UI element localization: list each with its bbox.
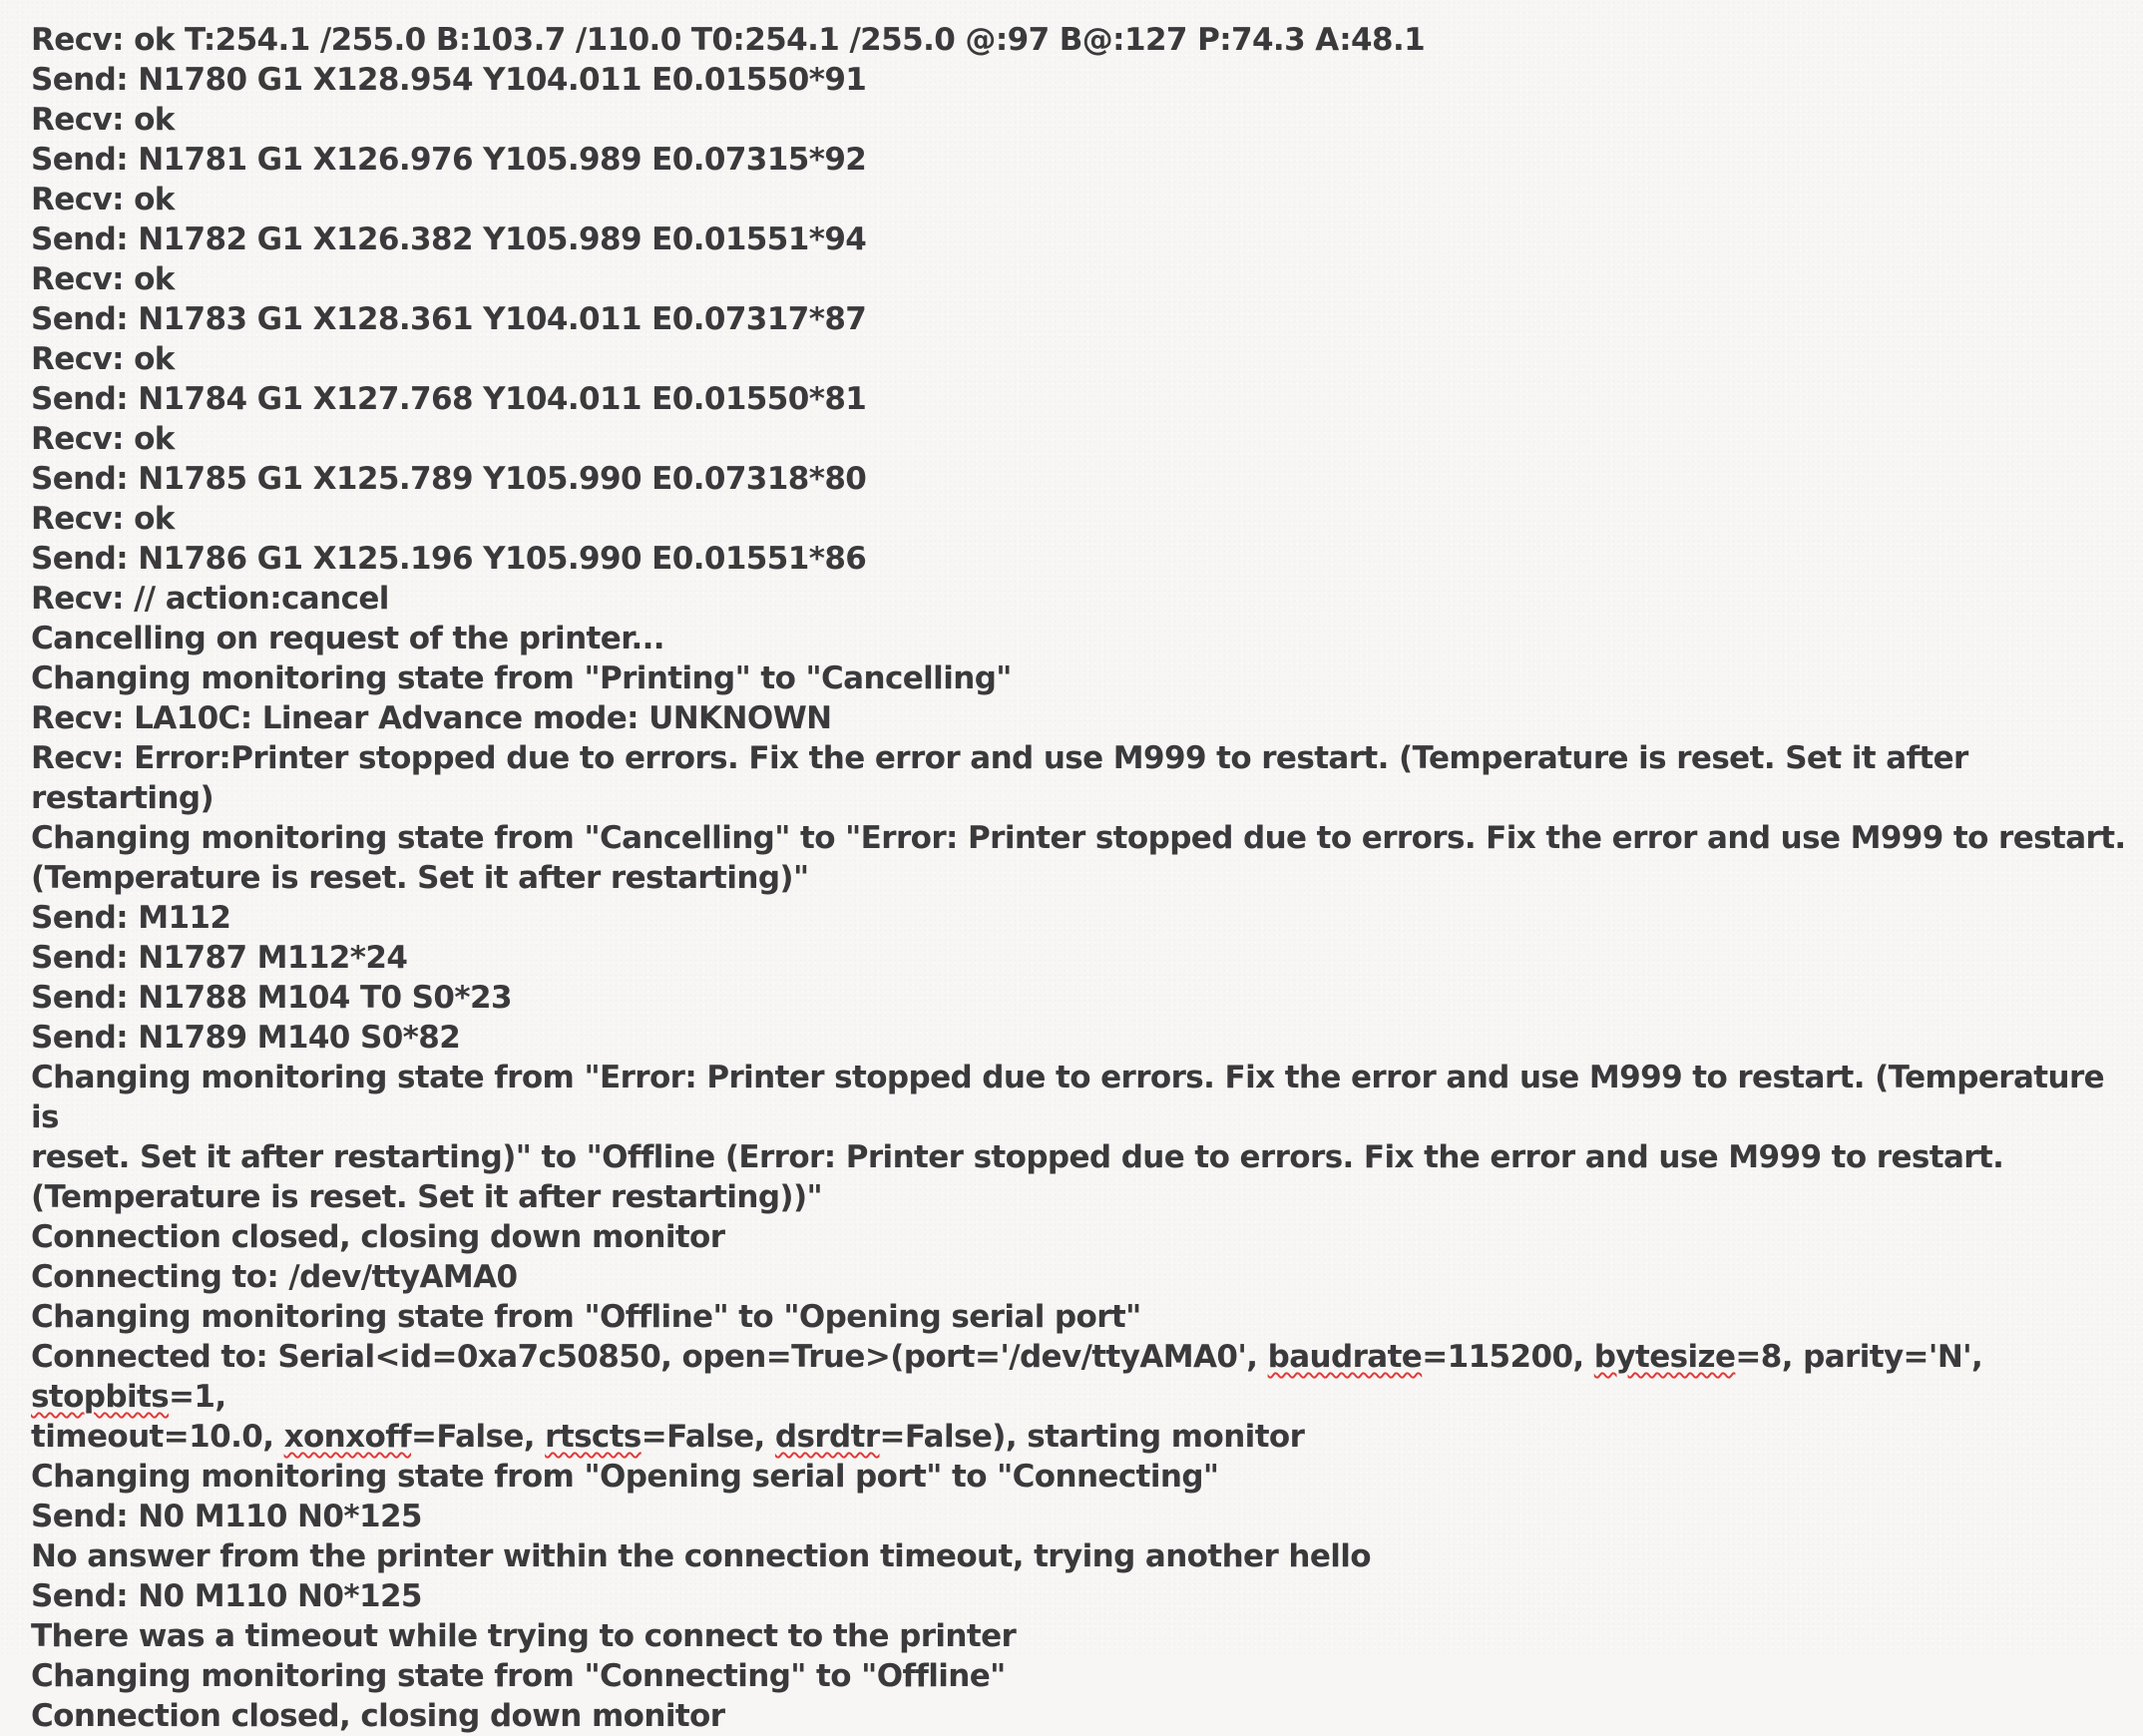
log-line: Send: N1789 M140 S0*82 bbox=[31, 1020, 461, 1056]
log-line: Changing monitoring state from "Error: Printer stopped due to errors. Fix the error and use M999 to restart. (Temperature is bbox=[31, 1060, 2115, 1135]
log-line: Send: N1780 G1 X128.954 Y104.011 E0.01550*91 bbox=[31, 62, 867, 98]
log-line: Send: M112 bbox=[31, 900, 231, 936]
log-line: Changing monitoring state from "Offline" to "Opening serial port" bbox=[31, 1299, 1141, 1335]
log-line: Cancelling on request of the printer... bbox=[31, 621, 664, 656]
log-line: Send: N0 M110 N0*125 bbox=[31, 1499, 422, 1534]
log-line: Recv: ok T:254.1 /255.0 B:103.7 /110.0 T0:254.1 /255.0 @:97 B@:127 P:74.3 A:48.1 bbox=[31, 22, 1426, 58]
misspelled-word[interactable]: dsrdtr bbox=[774, 1419, 880, 1455]
log-line: Send: N1787 M112*24 bbox=[31, 940, 408, 976]
misspelled-word[interactable]: xonxoff bbox=[283, 1419, 412, 1455]
log-line: Send: N1784 G1 X127.768 Y104.011 E0.01550*81 bbox=[31, 381, 867, 417]
log-text: timeout=10.0, bbox=[31, 1419, 284, 1455]
misspelled-word[interactable]: stopbits bbox=[31, 1379, 170, 1415]
log-line: Recv: LA10C: Linear Advance mode: UNKNOWN bbox=[31, 700, 832, 736]
log-line: Changing monitoring state from "Cancelling" to "Error: Printer stopped due to errors. Fix the error and use M999 to restart. bbox=[31, 820, 2126, 856]
log-line: Send: N1782 G1 X126.382 Y105.989 E0.01551*94 bbox=[31, 221, 867, 257]
log-line: Send: N1785 G1 X125.789 Y105.990 E0.07318*80 bbox=[31, 461, 867, 497]
log-text: =115200, bbox=[1422, 1339, 1594, 1375]
log-line: (Temperature is reset. Set it after restarting))" bbox=[31, 1179, 823, 1215]
log-line: Send: N1786 G1 X125.196 Y105.990 E0.01551*86 bbox=[31, 541, 867, 577]
log-line: No answer from the printer within the connection timeout, trying another hello bbox=[31, 1538, 1371, 1574]
log-text: =False, bbox=[411, 1419, 546, 1455]
log-line: Changing monitoring state from "Printing" to "Cancelling" bbox=[31, 660, 1012, 696]
log-text: Connected to: Serial<id=0xa7c50850, open=True>(port='/dev/ttyAMA0', bbox=[31, 1339, 1268, 1375]
log-lines-tail bbox=[31, 1457, 2126, 1736]
log-text: =1, bbox=[169, 1379, 226, 1415]
log-line: Changing monitoring state from "Opening serial port" to "Connecting" bbox=[31, 1459, 1219, 1495]
log-text: =False), starting monitor bbox=[879, 1419, 1305, 1455]
log-line: Recv: Error:Printer stopped due to errors. Fix the error and use M999 to restart. (Temperature is reset. Set it after restarting) bbox=[31, 740, 1978, 816]
terminal-log[interactable] bbox=[31, 20, 2126, 1736]
log-text: =False, bbox=[641, 1419, 775, 1455]
log-line: There was a timeout while trying to connect to the printer bbox=[31, 1618, 1017, 1654]
log-line: Send: N1781 G1 X126.976 Y105.989 E0.07315*92 bbox=[31, 142, 867, 178]
log-line: Recv: ok bbox=[31, 501, 175, 537]
misspelled-word[interactable]: rtscts bbox=[545, 1419, 642, 1455]
log-text: =8, parity='N', bbox=[1735, 1339, 1993, 1375]
log-line: Send: N1783 G1 X128.361 Y104.011 E0.07317*87 bbox=[31, 301, 867, 337]
log-line: Recv: ok bbox=[31, 182, 175, 217]
log-line-connected bbox=[31, 1337, 2126, 1417]
log-line: reset. Set it after restarting)" to "Offline (Error: Printer stopped due to errors. Fix the error and use M999 to restart. bbox=[31, 1139, 2004, 1175]
misspelled-word[interactable]: baudrate bbox=[1267, 1339, 1423, 1375]
log-line: Recv: ok bbox=[31, 102, 175, 138]
log-line: (Temperature is reset. Set it after restarting)" bbox=[31, 860, 809, 896]
log-line: Recv: ok bbox=[31, 341, 175, 377]
log-line: Changing monitoring state from "Connecting" to "Offline" bbox=[31, 1658, 1006, 1694]
log-line: Recv: // action:cancel bbox=[31, 581, 389, 617]
misspelled-word[interactable]: bytesize bbox=[1593, 1339, 1736, 1375]
log-line: Connecting to: /dev/ttyAMA0 bbox=[31, 1259, 518, 1295]
log-line: Send: N0 M110 N0*125 bbox=[31, 1578, 422, 1614]
log-line: Recv: ok bbox=[31, 421, 175, 457]
log-line: Connection closed, closing down monitor bbox=[31, 1698, 725, 1734]
log-lines-head bbox=[31, 20, 2126, 1337]
log-line: Connection closed, closing down monitor bbox=[31, 1219, 725, 1255]
log-line: Send: N1788 M104 T0 S0*23 bbox=[31, 980, 512, 1016]
log-line-connected-cont bbox=[31, 1417, 2126, 1457]
log-line: Recv: ok bbox=[31, 261, 175, 297]
